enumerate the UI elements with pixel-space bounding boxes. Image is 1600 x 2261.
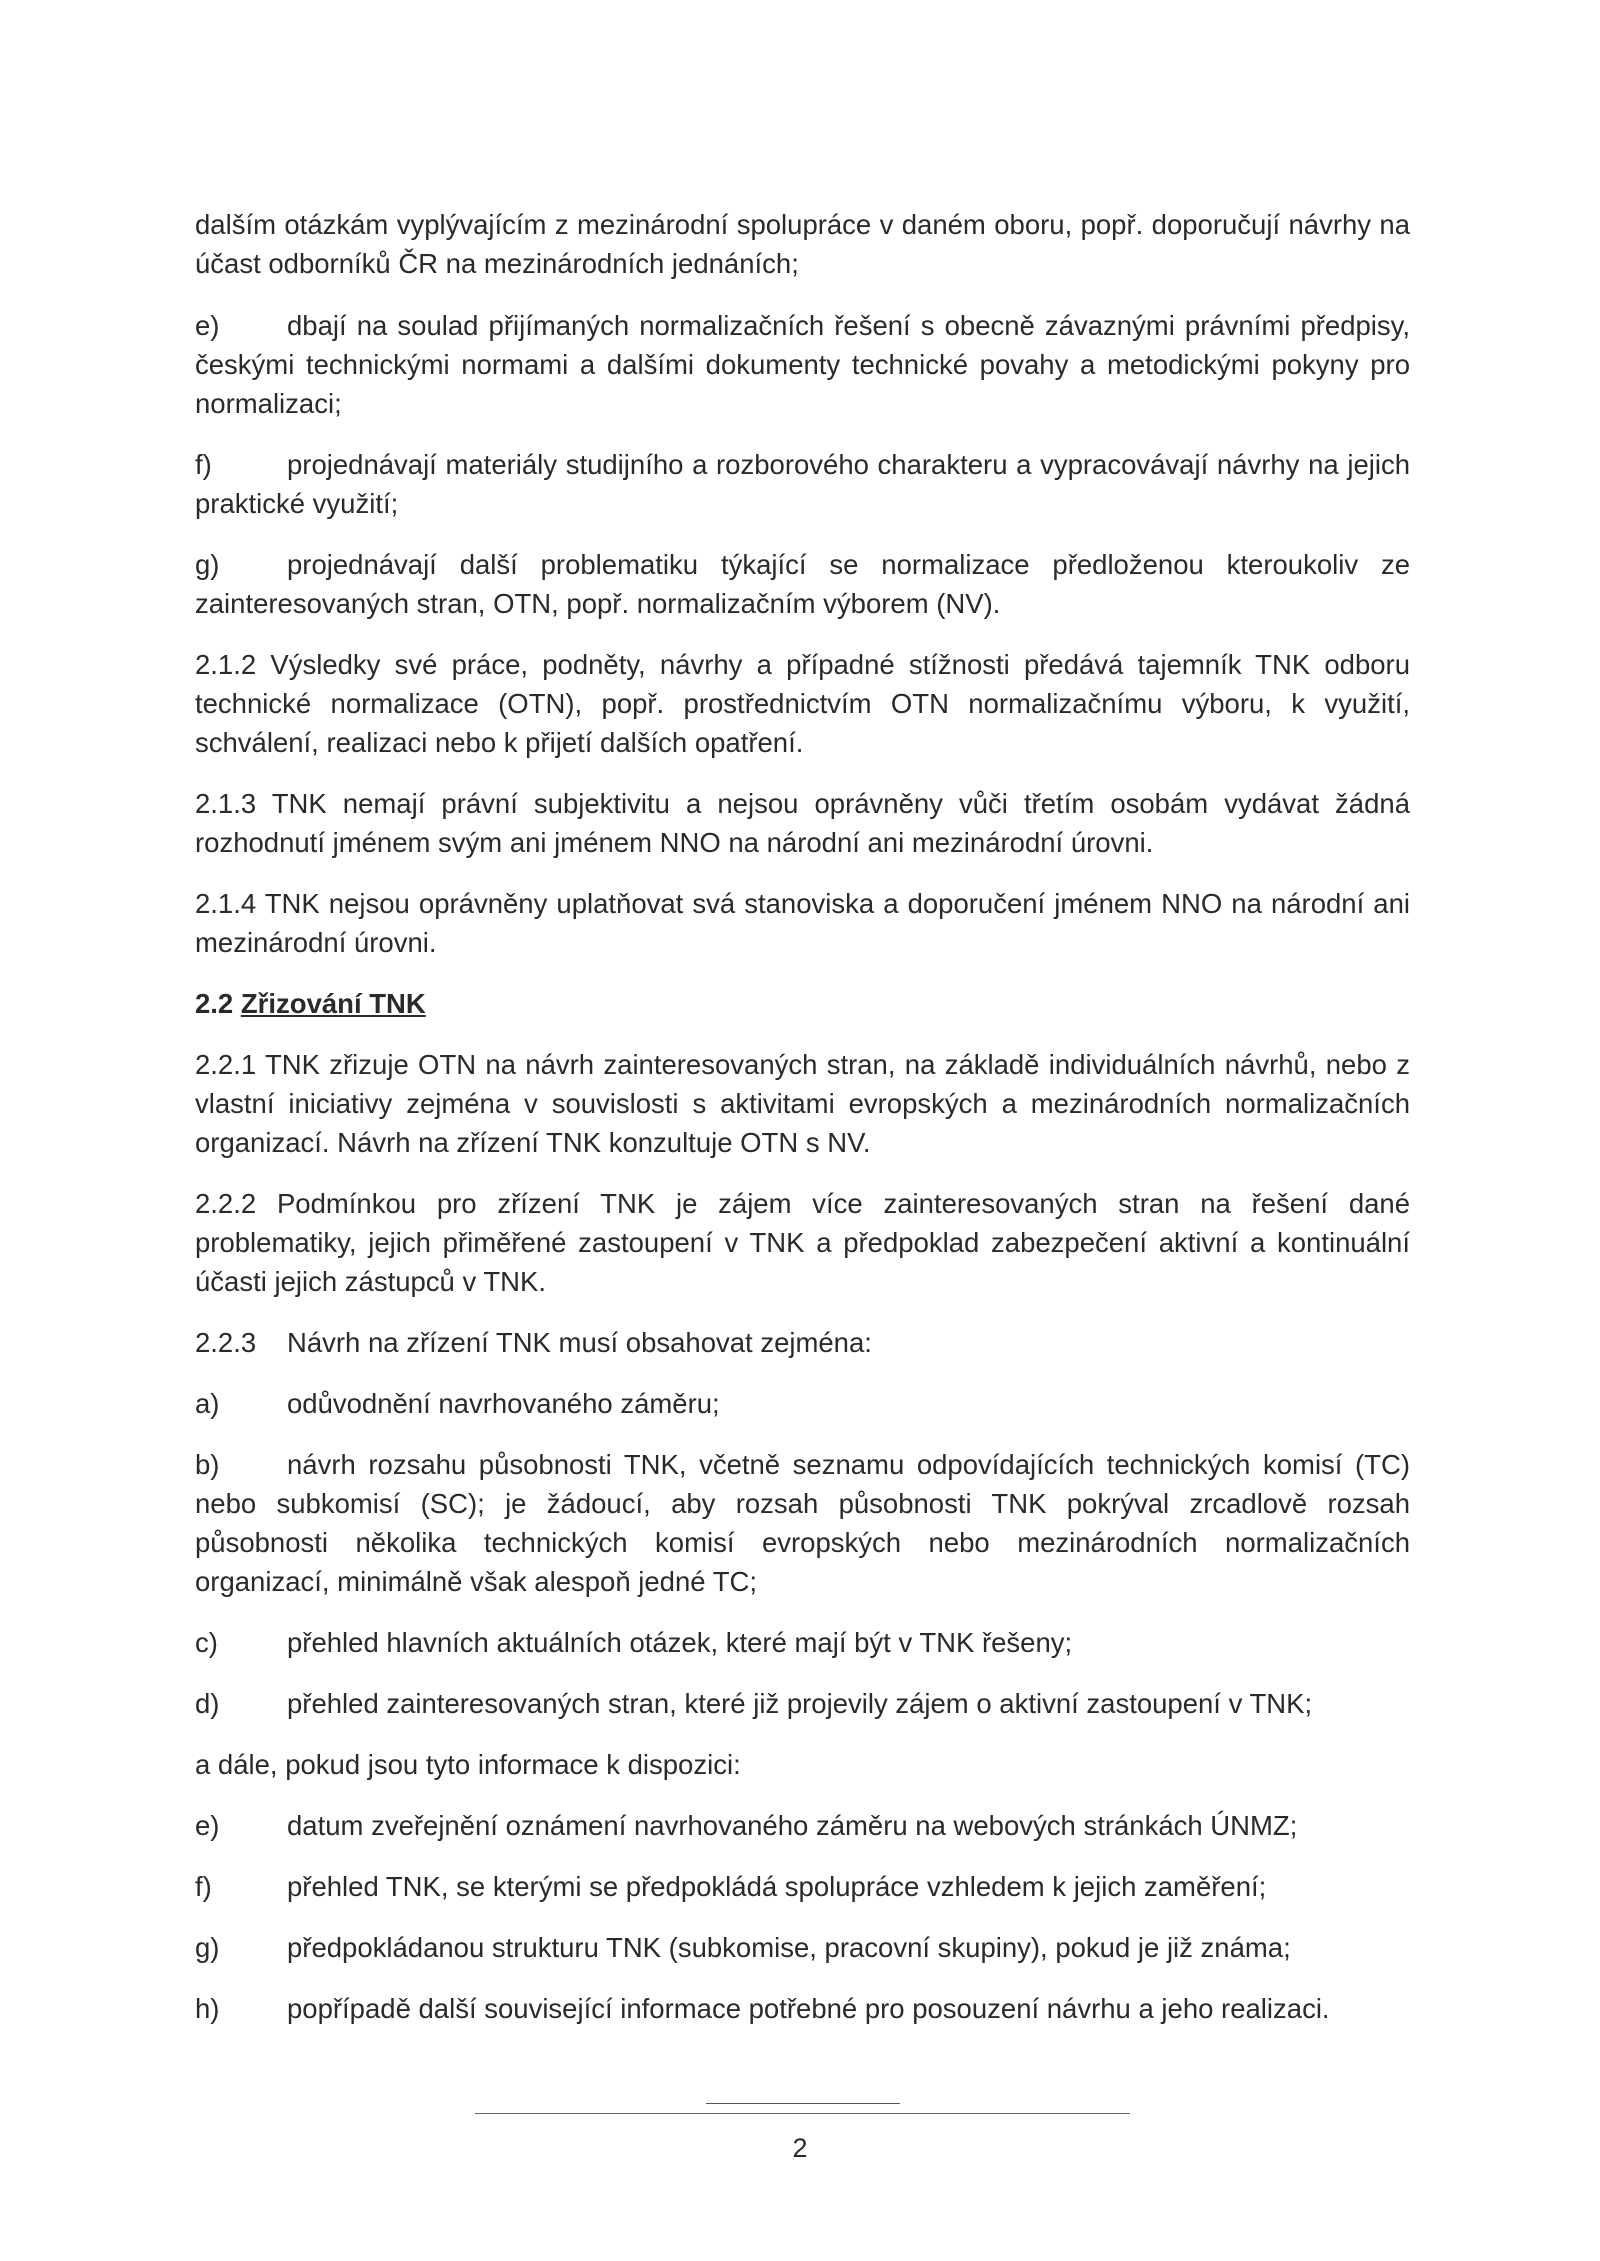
list-text: projednávají další problematiku týkající se normalizace předloženou kteroukoliv ze zainteresovaných stran, OTN, popř. normalizačním výborem (NV). — [195, 549, 1410, 619]
list-item-e2 — [195, 1806, 1410, 1845]
section-2-2-2: 2.2.2 Podmínkou pro zřízení TNK je zájem více zainteresovaných stran na řešení dané problematiky, jejich přiměřené zastoupení v TNK a předpoklad zabezpečení aktivní a kontinuální účasti jejich zástupců v TNK. — [195, 1188, 1410, 1297]
section-2-1-3: 2.1.3 TNK nemají právní subjektivitu a nejsou oprávněny vůči třetím osobám vydávat žádná rozhodnutí jménem svým ani jménem NNO na národní ani mezinárodní úrovni. — [195, 788, 1410, 858]
footer-divider-short — [706, 2103, 900, 2104]
list-item-f — [195, 445, 1410, 523]
list-intro: a dále, pokud jsou tyto informace k dispozici: — [195, 1749, 741, 1780]
heading-title: Zřizování TNK — [240, 988, 426, 1019]
list-text: odůvodnění navrhovaného záměru; — [287, 1388, 720, 1419]
footer-divider-long — [475, 2113, 1130, 2114]
list-text: popřípadě další související informace potřebné pro posouzení návrhu a jeho realizaci. — [287, 1993, 1330, 2024]
list-marker: d) — [195, 1688, 220, 1719]
section-number: 2.2.3 — [195, 1327, 257, 1358]
list-marker: h) — [195, 1993, 220, 2024]
heading-number: 2.2 — [195, 988, 234, 1019]
list-marker: c) — [195, 1627, 218, 1658]
section-2-1-2: 2.1.2 Výsledky své práce, podněty, návrhy a případné stížnosti předává tajemník TNK odboru technické normalizace (OTN), popř. prostřednictvím OTN normalizačnímu výboru, k využití, schválení, realizaci nebo k přijetí dalších opatření. — [195, 649, 1410, 758]
list-marker: g) — [195, 549, 220, 580]
section-2-2-1: 2.2.1 TNK zřizuje OTN na návrh zainteresovaných stran, na základě individuálních návrhů, nebo z vlastní iniciativy zejména v souvislosti s aktivitami evropských a mezinárodních normalizačních organizací. Návrh na zřízení TNK konzultuje OTN s NV. — [195, 1049, 1410, 1158]
page-number: 2 — [792, 2133, 808, 2163]
section-text: Návrh na zřízení TNK musí obsahovat zejména: — [287, 1327, 872, 1358]
list-item-g2 — [195, 1928, 1410, 1967]
list-item-b — [195, 1445, 1410, 1601]
section-2-2-3 — [195, 1323, 1410, 1362]
section-2-1-4: 2.1.4 TNK nejsou oprávněny uplatňovat svá stanoviska a doporučení jménem NNO na národní ani mezinárodní úrovni. — [195, 888, 1410, 958]
list-item-h2 — [195, 1989, 1410, 2028]
list-text: projednávají materiály studijního a rozborového charakteru a vypracovávají návrhy na jejich praktické využití; — [195, 449, 1410, 519]
list-item-f2 — [195, 1867, 1410, 1906]
list-text: datum zveřejnění oznámení navrhovaného záměru na webových stránkách ÚNMZ; — [287, 1810, 1298, 1841]
paragraph-continuation: dalším otázkám vyplývajícím z mezinárodní spolupráce v daném oboru, popř. doporučují návrhy na účast odborníků ČR na mezinárodních jednáních; — [195, 209, 1410, 279]
list-marker: f) — [195, 449, 212, 480]
list-text: přehled zainteresovaných stran, které již projevily zájem o aktivní zastoupení v TNK; — [287, 1688, 1313, 1719]
list-marker: b) — [195, 1449, 220, 1480]
list-text: předpokládanou strukturu TNK (subkomise, pracovní skupiny), pokud je již známa; — [287, 1932, 1291, 1963]
list-item-a — [195, 1384, 1410, 1423]
list-item-c — [195, 1623, 1410, 1662]
document-body — [195, 205, 1410, 2050]
list-marker: a) — [195, 1388, 220, 1419]
list-marker: g) — [195, 1932, 220, 1963]
list-text: návrh rozsahu působnosti TNK, včetně seznamu odpovídajících technických komisí (TC) nebo subkomisí (SC); je žádoucí, aby rozsah působnosti TNK pokrýval zrcadlově rozsah působnosti několika technických komisí evropských nebo mezinárodních normalizačních organizací, minimálně však alespoň jedné TC; — [195, 1449, 1410, 1597]
list-item-d — [195, 1684, 1410, 1723]
list-marker: e) — [195, 310, 220, 341]
list-item-e — [195, 306, 1410, 423]
section-heading-2-2 — [195, 984, 1410, 1023]
list-marker: f) — [195, 1871, 212, 1902]
list-marker: e) — [195, 1810, 220, 1841]
list-text: přehled hlavních aktuálních otázek, které mají být v TNK řešeny; — [287, 1627, 1073, 1658]
list-text: přehled TNK, se kterými se předpokládá spolupráce vzhledem k jejich zaměření; — [287, 1871, 1267, 1902]
list-item-g — [195, 545, 1410, 623]
list-text: dbají na soulad přijímaných normalizačních řešení s obecně závaznými právními předpisy, českými technickými normami a dalšími dokumenty technické povahy a metodickými pokyny pro normalizaci; — [195, 310, 1410, 419]
